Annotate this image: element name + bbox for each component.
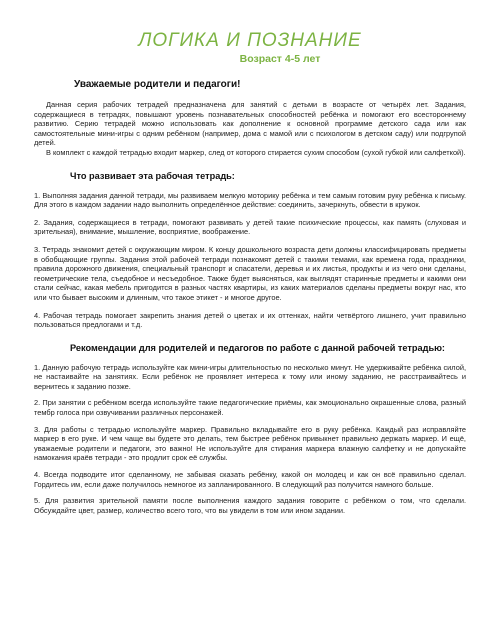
list-item: 1. Выполняя задания данной тетради, мы развиваем мелкую моторику ребёнка и тем самым готовим руку ребёнка к письму. Для этого в каждом задании надо выполнить определённое действие: соединить, зачеркнуть, обвести в кружок. (34, 190, 466, 210)
list-item: 3. Тетрадь знакомит детей с окружающим миром. К концу дошкольного возраста дети должны классифицировать предметы в обобщающие группы. Задания этой рабочей тетради познакомят детей с такими темами, как времена года, праздники, правила дорожного движения, специальный транспорт и спасатели, деревья и их листья, продукты и из чего они сделаны, геометрические тела, съедобное и несъедобное. Также будет выясняться, как выглядят старинные предметы и какими они стали сейчас, какая мебель пригодится в разных частях квартиры, из каких материалов сделаны предметы вокруг нас, кто или что бывает высоким и длинным, что такое этикет - и многое другое. (34, 244, 466, 302)
intro-section (34, 100, 466, 158)
section-heading-recommendations: Рекомендации для родителей и педагогов по работе с данной рабочей тетрадью: (70, 342, 445, 353)
list-item: 4. Рабочая тетрадь помогает закрепить знания детей о цветах и их оттенках, найти четвёртого лишнего, учит правильно пользоваться предлогами и т.д. (34, 310, 466, 330)
list-item: 3. Для работы с тетрадью используйте маркер. Правильно вкладывайте его в руку ребёнка. Каждый раз исправляйте маркер в его руке. И чем чаще вы будете это делать, тем быстрее ребёнок привыкнет правильно держать маркер. И ещё, уважаемые родители и педагоги, это важно! Не используйте для стирания маркера влажную салфетку и не допускайте намокания краёв тетради - это продлит срок её службы. (34, 424, 466, 463)
develops-list (34, 191, 466, 330)
list-item: 2. Задания, содержащиеся в тетради, помогают развивать у детей такие психические процессы, как память (слуховая и зрительная), внимание, мышление, восприятие, воображение. (34, 217, 466, 237)
list-item: 2. При занятии с ребёнком всегда используйте такие педагогические приёмы, как эмоционально окрашенные слова, разный тембр голоса при озвучивании различных персонажей. (34, 398, 466, 418)
list-item: 5. Для развития зрительной памяти после выполнения каждого задания говорите с ребёнком о том, что сделали. Обсуждайте цвет, размер, количество всего того, что вы увидели в том или ином задании. (34, 496, 466, 515)
recommendations-list (34, 363, 466, 516)
list-item: 1. Данную рабочую тетрадь используйте как мини-игры длительностью по несколько минут. Не удерживайте ребёнка силой, не настаивайте на занятиях. Если ребёнок не проявляет интереса к тому или иному заданию, не расстраивайтесь и вернитесь к заданию позже. (34, 362, 466, 391)
intro-paragraph: Данная серия рабочих тетрадей предназначена для занятий с детьми в возрасте от четырёх лет. Задания, содержащиеся в тетрадях, повышают уровень познавательных способностей ребёнка и помогают его всестороннему развитию. Серию тетрадей можно использовать как дополнение к основной программе детского сада или как самостоятельные мини-игры с одним ребёнком (например, дома с мамой или с психологом в детском саду) или подгрупой детей. (34, 100, 466, 148)
intro-paragraph: В комплект с каждой тетрадью входит маркер, след от которого стирается сухим способом (сухой губкой или салфеткой). (46, 147, 466, 157)
page-title: ЛОГИКА И ПОЗНАНИЕ (138, 30, 362, 51)
section-heading-develops: Что развивает эта рабочая тетрадь: (70, 170, 235, 181)
greeting-heading: Уважаемые родители и педагоги! (74, 79, 241, 90)
age-subtitle: Возраст 4-5 лет (239, 53, 321, 65)
list-item: 4. Всегда подводите итог сделанному, не забывая сказать ребёнку, какой он молодец и как он всё правильно сделал. Гордитесь им, если даже получилось немногое из запланированного. В следующий раз получится намного больше. (34, 470, 466, 489)
